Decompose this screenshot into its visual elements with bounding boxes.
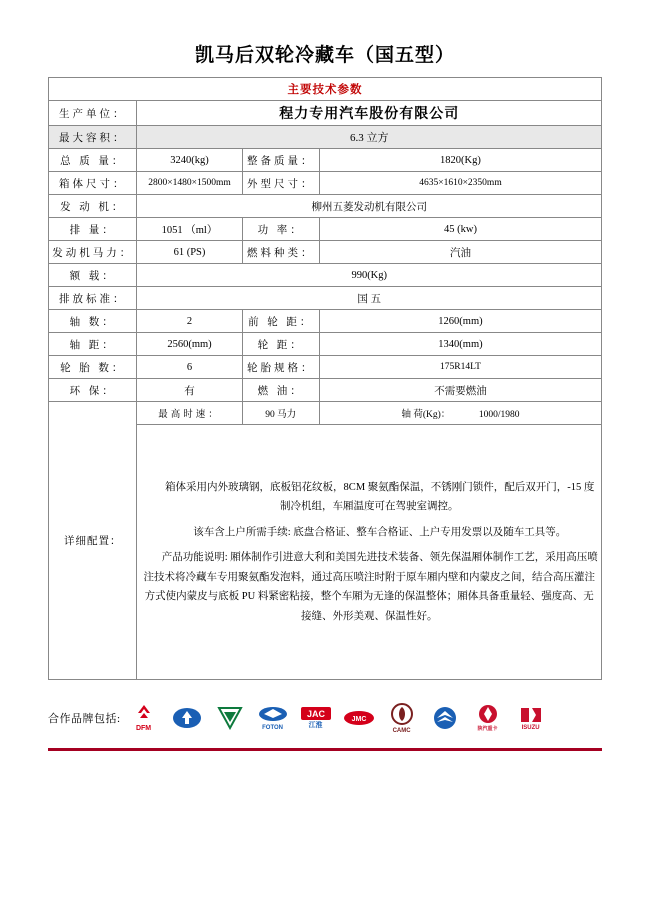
table-row (49, 149, 602, 172)
foton-logo (256, 702, 290, 734)
environment-label: 环 保： (49, 379, 137, 402)
capacity-value: 6.3 立方 (137, 126, 602, 149)
displacement-label: 排 量： (49, 218, 137, 241)
engine-hp-value: 61 (PS) (137, 241, 242, 264)
overall-size-value: 4635×1610×2350mm (319, 172, 601, 195)
fuel-type-label: 燃料种类： (242, 241, 319, 264)
axles-value: 2 (137, 310, 242, 333)
dongfeng-logo (127, 702, 161, 734)
rated-load-value: 990(Kg) (137, 264, 602, 287)
shacman-logo (471, 702, 505, 734)
front-track-label: 前 轮 距： (242, 310, 319, 333)
svg-text:JAC: JAC (306, 709, 325, 719)
box-size-label: 箱体尺寸： (49, 172, 137, 195)
detail-config-label: 详细配置： (49, 402, 137, 680)
table-row (49, 333, 602, 356)
foton-logo-text: FOTON (262, 724, 283, 731)
tire-spec-label: 轮胎规格： (242, 356, 319, 379)
manufacturer-value: 程力专用汽车股份有限公司 (137, 101, 602, 126)
max-speed-value: 90 马力 (242, 402, 319, 425)
camc-logo-text: CAMC (392, 727, 411, 734)
section-header: 主要技术参数 (49, 78, 602, 101)
axles-label: 轴 数： (49, 310, 137, 333)
curb-mass-label: 整备质量： (242, 149, 319, 172)
table-row (49, 195, 602, 218)
axle-load-cell (319, 402, 601, 425)
front-track-value: 1260(mm) (319, 310, 601, 333)
curb-mass-value: 1820(Kg) (319, 149, 601, 172)
detail-paragraph-2: 该车含上户所需手续: 底盘合格证、整车合格证、上户专用发票以及随车工具等。 (193, 526, 567, 538)
power-label: 功 率： (242, 218, 319, 241)
table-row (49, 310, 602, 333)
table-row (49, 356, 602, 379)
capacity-label: 最大容积： (49, 126, 137, 149)
manufacturer-label: 生产单位： (49, 101, 137, 126)
detail-paragraph-3: 产品功能说明: 厢体制作引进意大利和美国先进技术装备、领先保温厢体制作工艺，采用高压喷注技术将冷藏车专用聚氨酯发泡料，通过高压喷注时附于原车厢内壁和内蒙皮之间，结合高压灌注方式使内蒙皮与底板 PU 料紧密粘接，整个车厢为无逢的保温整体；厢体具备重量轻、强度高、无接缝、外形美观、保温性好。 (143, 552, 598, 622)
rear-track-value: 1340(mm) (319, 333, 601, 356)
tire-count-value: 6 (137, 356, 242, 379)
axle-load-value: 1000/1980 (478, 410, 520, 420)
isuzu-logo-text: ISUZU (521, 724, 540, 731)
power-value: 45 (kw) (319, 218, 601, 241)
shacman-logo-text: 陕汽重卡 (477, 726, 498, 732)
engine-value: 柳州五菱发动机有限公司 (137, 195, 602, 218)
table-row (49, 287, 602, 310)
table-row (49, 172, 602, 195)
table-row (49, 126, 602, 149)
detail-config-content (137, 425, 602, 680)
table-row (49, 402, 602, 425)
partner-brands-row (48, 702, 602, 734)
displacement-value: 1051 （ml） (137, 218, 242, 241)
gross-mass-value: 3240(kg) (137, 149, 242, 172)
isuzu-logo (514, 702, 548, 734)
rated-load-label: 额 载： (49, 264, 137, 287)
fuel-value: 不需要燃油 (319, 379, 601, 402)
gross-mass-label: 总 质 量： (49, 149, 137, 172)
fuel-label: 燃 油： (242, 379, 319, 402)
dongfeng-logo-text: DFM (135, 725, 152, 732)
spec-table (48, 77, 602, 680)
jac-logo-text: 江淮 (308, 722, 323, 729)
engine-label: 发 动 机： (49, 195, 137, 218)
max-speed-label: 最高时速： (137, 402, 242, 425)
sinotruk-logo (213, 702, 247, 734)
svg-text:JMC: JMC (351, 716, 366, 723)
emission-label: 排放标准： (49, 287, 137, 310)
partner-brands-label: 合作品牌包括: (48, 713, 121, 725)
fuel-type-value: 汽油 (319, 241, 601, 264)
table-row (49, 264, 602, 287)
table-row (49, 78, 602, 101)
wheelbase-value: 2560(mm) (137, 333, 242, 356)
box-size-value: 2800×1480×1500mm (137, 172, 242, 195)
jac-logo (299, 702, 333, 734)
camc-logo (385, 702, 419, 734)
rear-track-label: 轮 距： (242, 333, 319, 356)
tire-spec-value: 175R14LT (319, 356, 601, 379)
overall-size-label: 外型尺寸： (242, 172, 319, 195)
table-row (49, 379, 602, 402)
brand-logo-list (127, 702, 602, 734)
spec-table-wrapper (48, 77, 602, 680)
emission-value: 国 五 (137, 287, 602, 310)
wheelbase-label: 轴 距： (49, 333, 137, 356)
footer-divider (48, 748, 602, 751)
faw-logo (170, 702, 204, 734)
axle-load-label: 轴 荷(Kg)： (401, 410, 451, 420)
table-row (49, 218, 602, 241)
detail-paragraph-1: 箱体采用内外玻璃钢，底板铝花纹板，8CM 聚氨酯保温，不锈刚门锁件，配后双开门，-15 度制冷机组，车厢温度可在驾驶室调控。 (165, 482, 595, 513)
jmc-logo (342, 702, 376, 734)
table-row (49, 101, 602, 126)
page-title: 凯马后双轮冷藏车（国五型） (194, 45, 455, 66)
engine-hp-label: 发动机马力： (49, 241, 137, 264)
tire-count-label: 轮 胎 数： (49, 356, 137, 379)
table-row (49, 241, 602, 264)
environment-value: 有 (137, 379, 242, 402)
changan-logo (428, 702, 462, 734)
